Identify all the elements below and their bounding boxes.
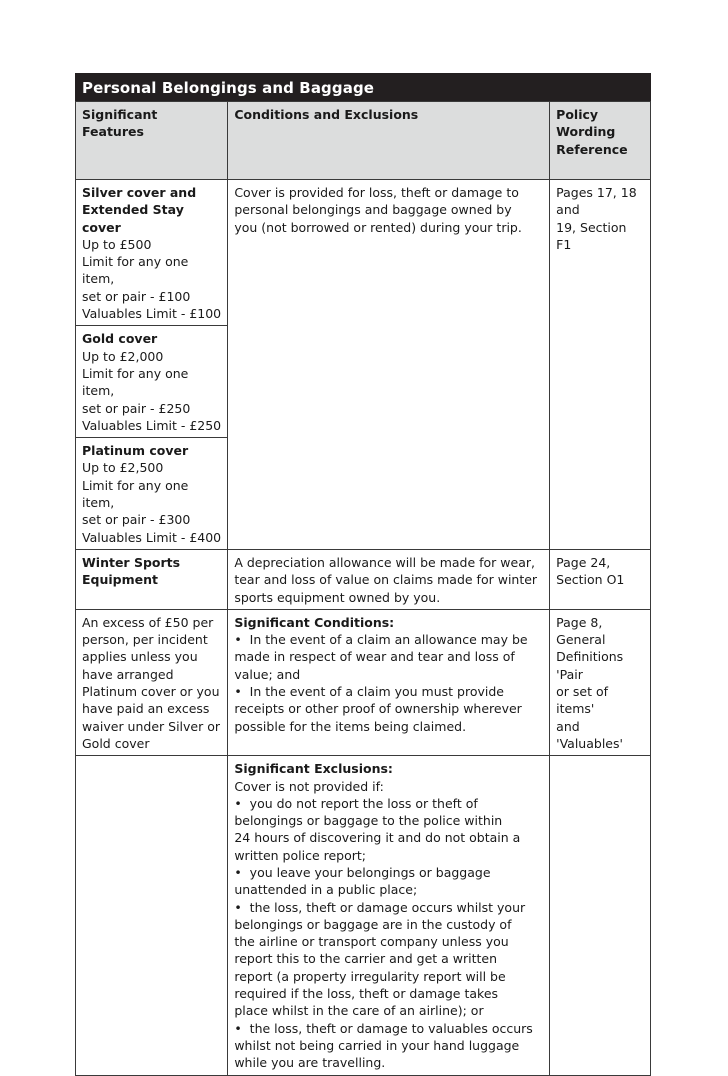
excess-feature-line: person, per incident xyxy=(82,632,208,648)
significant-conditions-cell xyxy=(228,609,550,755)
exclusions-intro: Cover is not provided if: xyxy=(234,778,384,794)
bullet-line: possible for the items being claimed. xyxy=(234,718,467,734)
header-reference-line: Wording xyxy=(556,124,616,140)
excess-row xyxy=(76,609,651,755)
header-reference xyxy=(550,102,651,180)
cover-level-silver xyxy=(76,180,227,326)
cover-level-detail: set or pair - £250 xyxy=(82,400,191,416)
winter-condition-line: sports equipment owned by you. xyxy=(234,589,441,605)
bullet-line: the airline or transport company unless you xyxy=(234,934,509,950)
excess-feature-line: An excess of £50 per xyxy=(82,614,214,630)
exclusions-feature-cell xyxy=(76,756,228,1075)
winter-condition-line: tear and loss of value on claims made for winter xyxy=(234,572,538,588)
winter-reference-cell xyxy=(550,549,651,609)
exclusions-reference-cell xyxy=(550,756,651,1075)
bullet-line: you do not report the loss or theft of xyxy=(249,795,478,811)
excess-feature-line: have arranged xyxy=(82,666,174,682)
header-reference-line: Reference xyxy=(556,141,628,157)
significant-exclusions-heading: Significant Exclusions: xyxy=(234,761,393,777)
cover-level-detail: Up to £2,000 xyxy=(82,348,164,364)
cover-level-name: Gold cover xyxy=(82,331,158,347)
list-item xyxy=(234,899,543,1020)
section-title: Personal Belongings and Baggage xyxy=(75,73,651,101)
excess-reference-cell xyxy=(550,609,651,755)
bullet-line: 24 hours of discovering it and do not obtain a xyxy=(234,830,521,846)
list-item xyxy=(234,864,543,899)
bullet-line: In the event of a claim an allowance may be xyxy=(249,632,528,648)
header-row xyxy=(76,102,651,180)
cover-level-detail: Limit for any one item, xyxy=(82,477,189,511)
bullet-line: the loss, theft or damage to valuables occurs xyxy=(249,1020,533,1036)
excess-feature-line: Platinum cover or you xyxy=(82,684,220,700)
bullet-line: you leave your belongings or baggage xyxy=(249,864,491,880)
cover-reference-line: Pages 17, 18 and xyxy=(556,185,637,218)
winter-feature-line: Winter Sports xyxy=(82,554,181,570)
cover-reference-cell xyxy=(550,180,651,550)
significant-conditions-list xyxy=(234,631,543,735)
winter-condition-line: A depreciation allowance will be made for wear, xyxy=(234,554,535,570)
list-item xyxy=(234,631,543,683)
bullet-line: belongings or baggage are in the custody of xyxy=(234,916,512,932)
winter-feature-cell xyxy=(76,549,228,609)
excess-feature-cell xyxy=(76,609,228,755)
excess-reference-line: Definitions 'Pair xyxy=(556,649,624,682)
significant-exclusions-list xyxy=(234,795,543,1072)
policy-table-section xyxy=(75,73,651,1076)
excess-feature-line: applies unless you xyxy=(82,649,198,665)
bullet-line: report (a property irregularity report will be xyxy=(234,968,506,984)
bullet-line: made in respect of wear and tear and loss of xyxy=(234,649,515,665)
cover-condition-line: personal belongings and baggage owned by xyxy=(234,202,512,218)
exclusions-row xyxy=(76,756,651,1075)
winter-sports-row xyxy=(76,549,651,609)
cover-levels-row xyxy=(76,180,651,550)
bullet-line: belongings or baggage to the police within xyxy=(234,813,503,829)
bullet-line: the loss, theft or damage occurs whilst your xyxy=(249,899,526,915)
cover-level-detail: set or pair - £100 xyxy=(82,288,191,304)
excess-reference-line: General xyxy=(556,632,606,648)
cover-condition-line: Cover is provided for loss, theft or damage to xyxy=(234,185,519,200)
policy-table xyxy=(75,101,651,1076)
cover-level-detail: Limit for any one item, xyxy=(82,365,189,399)
cover-level-detail: Up to £500 xyxy=(82,236,152,252)
excess-feature-line: waiver under Silver or xyxy=(82,718,221,734)
cover-levels-cell xyxy=(76,180,228,550)
significant-exclusions-cell xyxy=(228,756,550,1075)
cover-level-detail: Valuables Limit - £100 xyxy=(82,306,222,322)
bullet-line: report this to the carrier and get a written xyxy=(234,951,498,967)
bullet-line: while you are travelling. xyxy=(234,1055,386,1071)
cover-condition-line: you (not borrowed or rented) during your trip. xyxy=(234,219,522,235)
cover-level-gold xyxy=(76,326,227,438)
cover-reference-line: 19, Section F1 xyxy=(556,219,627,252)
header-features: Significant Features xyxy=(76,102,228,180)
winter-reference-line: Section O1 xyxy=(556,572,625,588)
winter-condition-cell xyxy=(228,549,550,609)
list-item xyxy=(234,795,543,864)
bullet-line: receipts or other proof of ownership wherever xyxy=(234,701,522,717)
header-reference-line: Policy xyxy=(556,107,599,122)
bullet-line: whilst not being carried in your hand luggage xyxy=(234,1037,520,1053)
cover-level-name: Silver cover and xyxy=(82,185,197,200)
list-item xyxy=(234,1020,543,1072)
bullet-line: required if the loss, theft or damage takes xyxy=(234,986,499,1002)
excess-reference-line: and 'Valuables' xyxy=(556,718,623,751)
bullet-line: In the event of a claim you must provide xyxy=(249,684,504,700)
excess-feature-line: Gold cover xyxy=(82,735,150,751)
cover-level-detail: Up to £2,500 xyxy=(82,460,164,476)
cover-level-detail: Valuables Limit - £400 xyxy=(82,529,222,545)
winter-feature-line: Equipment xyxy=(82,572,158,588)
excess-reference-line: Page 8, xyxy=(556,614,603,630)
bullet-line: written police report; xyxy=(234,847,367,863)
list-item xyxy=(234,683,543,735)
significant-conditions-heading: Significant Conditions: xyxy=(234,614,395,630)
bullet-line: place whilst in the care of an airline); or xyxy=(234,1003,484,1019)
bullet-line: value; and xyxy=(234,666,301,682)
cover-level-detail: Valuables Limit - £250 xyxy=(82,417,222,433)
header-conditions: Conditions and Exclusions xyxy=(228,102,550,180)
cover-level-name: Platinum cover xyxy=(82,443,189,459)
cover-level-platinum xyxy=(76,438,227,549)
winter-reference-line: Page 24, xyxy=(556,554,611,570)
cover-conditions-cell xyxy=(228,180,550,550)
bullet-line: unattended in a public place; xyxy=(234,882,418,898)
excess-feature-line: have paid an excess xyxy=(82,701,210,717)
cover-level-name: Extended Stay cover xyxy=(82,202,184,235)
cover-level-detail: Limit for any one item, xyxy=(82,254,189,287)
cover-level-detail: set or pair - £300 xyxy=(82,512,191,528)
excess-reference-line: or set of items' xyxy=(556,684,609,717)
